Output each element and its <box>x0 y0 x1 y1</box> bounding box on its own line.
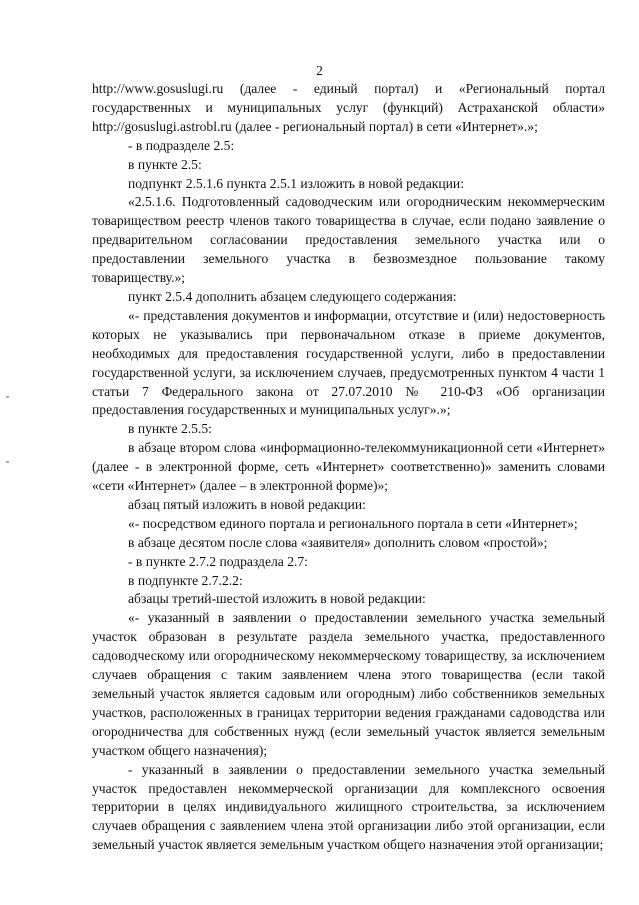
paragraph: в подпункте 2.7.2.2: <box>128 572 243 588</box>
paragraph: пункт 2.5.4 дополнить абзацем следующего содержания: <box>128 288 457 304</box>
paragraph: - в пункте 2.7.2 подраздела 2.7: <box>128 553 308 569</box>
paragraph: «- посредством единого портала и регионального портала в сети «Интернет»; <box>128 515 578 531</box>
paragraph: абзацы третий-шестой изложить в новой редакции: <box>128 591 426 607</box>
scan-speck <box>6 461 9 463</box>
paragraph: подпункт 2.5.1.6 пункта 2.5.1 изложить в новой редакции: <box>128 175 464 191</box>
paragraph: в абзаце десятом после слова «заявителя» дополнить словом «простой»; <box>128 534 548 550</box>
paragraph: в пункте 2.5: <box>128 156 202 172</box>
paragraph: в пункте 2.5.5: <box>128 421 212 437</box>
paragraph: - в подразделе 2.5: <box>128 137 235 153</box>
document-body <box>92 80 605 855</box>
paragraph: в абзаце втором слова «информационно-телекоммуникационной сети «Интернет» (далее - в электронной форме, сеть «Интернет» соответственно)» заменить словами «сети «Интернет» (далее – в электронной форме)»; <box>92 440 605 494</box>
paragraph: «- представления документов и информации, отсутствие и (или) недостоверность которых не указывались при первоначальном отказе в приеме документов, необходимых для предоставления государственной услуги, либо в предоставлении государственной услуги, за исключением случаев, предусмотренных пунктом 4 части 1 статьи 7 Федерального закона от 27.07.2010 № 210-ФЗ «Об организации предоставления государственных и муниципальных услуг».»; <box>92 307 605 418</box>
paragraph: «- указанный в заявлении о предоставлении земельного участка земельный участок образован в результате раздела земельного участка, предоставленного садоводческому или огородническому некоммерческому товариществу, за исключением случаев обращения с таким заявлением члена этого товарищества (если такой земельный участок является садовым или огородным) либо собственников земельных участков, расположенных в границах территории ведения гражданами садоводства или огородничества для собственных нужд (если земельный участок является земельным участком общего назначения); <box>92 610 605 758</box>
scan-speck <box>6 396 9 398</box>
page-number: 2 <box>316 63 323 78</box>
paragraph: абзац пятый изложить в новой редакции: <box>128 496 366 512</box>
paragraph: - указанный в заявлении о предоставлении земельного участка земельный участок предоставлен некоммерческой организации для комплексного освоения территории в целях индивидуального жилищного строительства, за исключением случаев обращения с заявлением члена этой организации либо этой организации, если земельный участок является земельным участком общего назначения этой организации; <box>92 761 605 853</box>
paragraph: http://www.gosuslugi.ru (далее - единый портал) и «Региональный портал государственных и муниципальных услуг (функций) Астраханской области» http://gosuslugi.astrobl.ru (далее - региональный портал) в сети «Интернет».»; <box>92 81 605 134</box>
paragraph: «2.5.1.6. Подготовленный садоводческим или огородническим некоммерческим товариществом реестр членов такого товарищества в случае, если подано заявление о предварительном согласовании предоставления земельного участка или о предоставлении земельного участка в безвозмездное пользование такому товариществу.»; <box>92 194 605 286</box>
